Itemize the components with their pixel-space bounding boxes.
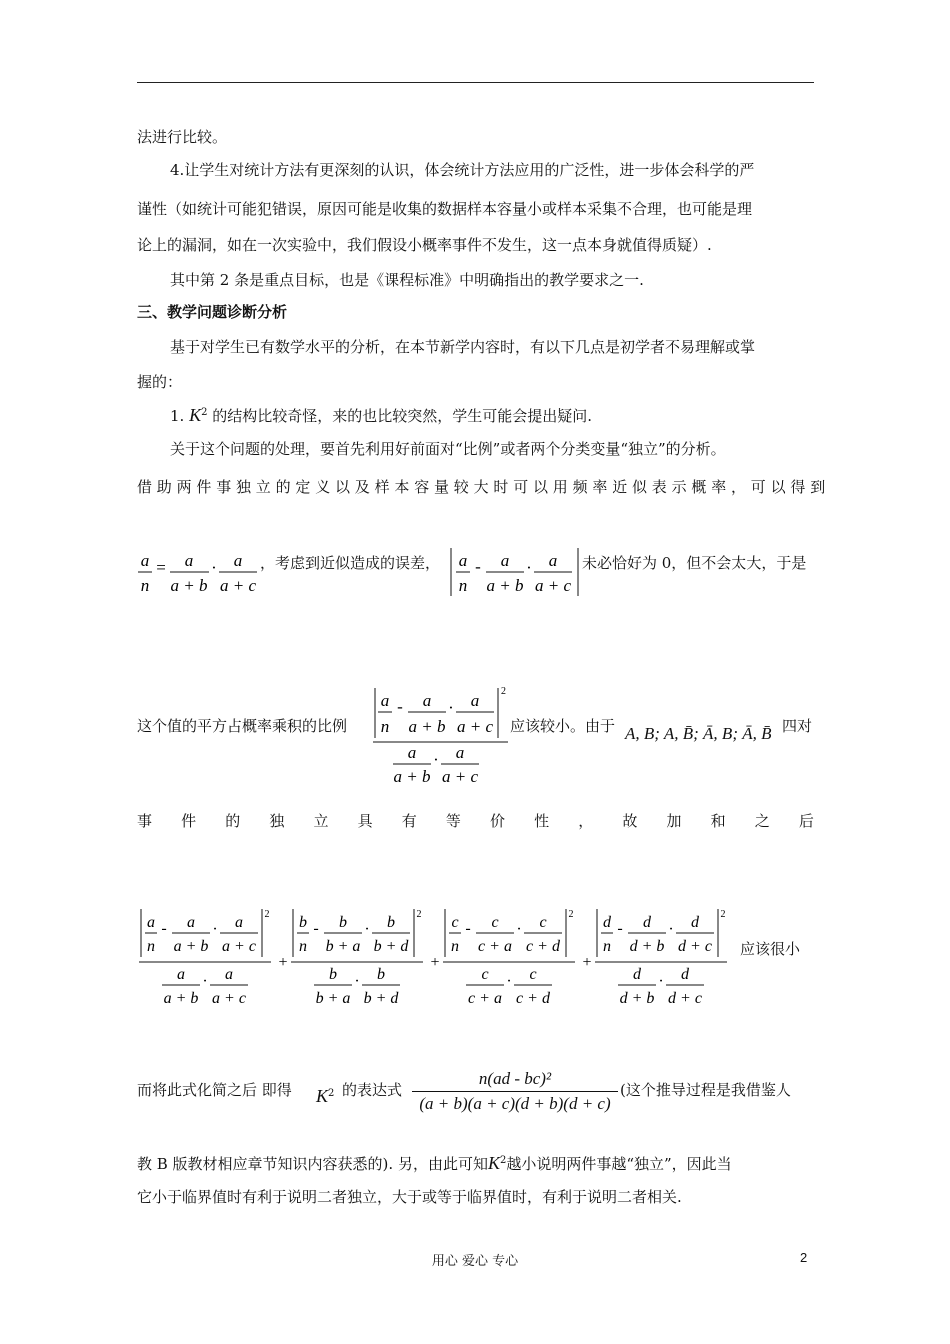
spread-char: 故 [622, 812, 638, 830]
svg-text:d: d [603, 914, 611, 931]
section-heading: 三、教学问题诊断分析 [137, 303, 288, 321]
svg-text:n: n [299, 938, 307, 955]
svg-text:a: a [233, 551, 243, 570]
svg-text:a + c: a + c [219, 576, 257, 594]
svg-text:·: · [433, 750, 439, 769]
svg-text:b: b [377, 966, 385, 983]
text-line: 谨性（如统计可能犯错误，原因可能是收集的数据样本容量小或样本采集不合理，也可能是理 [137, 200, 753, 218]
svg-text:c + a: c + a [478, 938, 512, 955]
svg-text:a: a [455, 743, 465, 762]
footer-motto: 用心 爱心 专心 [431, 1254, 519, 1269]
svg-text:c + d: c + d [526, 938, 560, 955]
svg-text:a: a [548, 551, 558, 570]
text-fragment: 而将此式化简之后 即得 [137, 1081, 292, 1099]
svg-text:-: - [465, 920, 471, 937]
svg-text:2: 2 [568, 909, 574, 920]
svg-text:a + c: a + c [456, 717, 494, 736]
svg-text:d: d [643, 914, 651, 931]
svg-text:a + b: a + b [393, 767, 431, 786]
spread-char: 的 [225, 812, 241, 830]
svg-text:c: c [451, 914, 459, 931]
equation-ratio-squared [370, 684, 510, 792]
svg-text:a: a [177, 966, 185, 983]
text-line: 关于这个问题的处理，要首先利用好前面对“比例”或者两个分类变量“独立”的分析。 [170, 440, 726, 458]
text-line: 法进行比较。 [137, 128, 228, 146]
svg-text:n: n [451, 938, 459, 955]
svg-text:-: - [617, 920, 623, 937]
spread-char: 加 [666, 812, 682, 830]
svg-text:·: · [516, 921, 522, 938]
svg-text:·: · [448, 698, 454, 717]
svg-text:d + b: d + b [629, 938, 665, 955]
svg-text:·: · [202, 973, 208, 990]
spread-char: 事 [137, 812, 153, 830]
math-exponent: 2 [499, 1155, 507, 1166]
svg-text:a: a [380, 691, 390, 710]
svg-text:+: + [582, 954, 592, 971]
k2-numerator: n(ad - bc)² [478, 1069, 552, 1088]
math-exponent: 2 [328, 1088, 335, 1099]
text-line: 4.让学生对统计方法有更深刻的认识，体会统计方法应用的广泛性，进一步体会科学的严 [170, 161, 755, 179]
svg-text:a: a [458, 551, 468, 570]
svg-text:a: a [470, 691, 480, 710]
svg-text:a + b: a + b [408, 717, 446, 736]
text-fragment: ，考虑到近似造成的误差， [260, 554, 441, 572]
text-fragment: 未必恰好为 0，但不会太大，于是 [582, 554, 807, 572]
svg-text:2: 2 [501, 686, 506, 697]
svg-text:·: · [354, 973, 360, 990]
k2-denominator: (a + b)(a + c)(d + b)(d + c) [419, 1094, 611, 1113]
svg-text:a + b: a + b [170, 576, 208, 594]
svg-text:b + a: b + a [325, 938, 361, 955]
svg-text:d: d [681, 966, 689, 983]
text-fragment: 教 B 版教材相应章节知识内容获悉的). 另，由此可知 [137, 1155, 488, 1173]
svg-text:a + b: a + b [173, 938, 209, 955]
svg-text:c + d: c + d [516, 990, 550, 1007]
svg-text:·: · [364, 921, 370, 938]
svg-text:·: · [506, 973, 512, 990]
svg-text:·: · [211, 558, 217, 577]
text-line: 握的： [137, 373, 183, 391]
item-number: 1. [170, 407, 185, 425]
text-fragment: 的表达式 [342, 1081, 403, 1099]
equation-abs-difference [448, 548, 583, 602]
text-fragment: (这个推导过程是我借鉴人 [620, 1081, 791, 1099]
svg-text:c: c [491, 914, 499, 931]
text-fragment: 应该很小 [740, 940, 801, 958]
svg-text:a: a [407, 743, 417, 762]
svg-text:a + b: a + b [163, 990, 199, 1007]
math-events: A, B; A, B̄; Ā, B; Ā, B̄ [625, 724, 772, 743]
svg-text:b + d: b + d [363, 990, 399, 1007]
svg-text:-: - [397, 697, 403, 716]
spread-char: ， [578, 812, 594, 830]
svg-text:n: n [140, 576, 150, 594]
svg-text:b + a: b + a [315, 990, 351, 1007]
svg-text:a + c: a + c [222, 938, 256, 955]
text-line: 基于对学生已有数学水平的分析，在本节新学内容时，有以下几点是初学者不易理解或掌 [170, 338, 756, 356]
svg-text:c: c [539, 914, 547, 931]
svg-text:·: · [658, 973, 664, 990]
svg-text:=: = [156, 558, 166, 577]
svg-text:a + c: a + c [441, 767, 479, 786]
spread-char: 件 [181, 812, 197, 830]
svg-text:-: - [313, 920, 319, 937]
svg-text:d + c: d + c [668, 990, 702, 1007]
equation-sum-of-ratios [137, 905, 737, 1017]
spread-char: 有 [401, 812, 417, 830]
math-k: K [189, 405, 202, 425]
svg-text:d: d [633, 966, 641, 983]
spread-char: 具 [357, 812, 373, 830]
math-exponent: 2 [201, 407, 208, 418]
svg-text:a: a [422, 691, 432, 710]
spread-char: 独 [269, 812, 285, 830]
header-rule [137, 82, 814, 83]
svg-text:b: b [387, 914, 395, 931]
svg-text:a: a [225, 966, 233, 983]
svg-text:d + b: d + b [619, 990, 655, 1007]
svg-text:b: b [299, 914, 307, 931]
svg-text:·: · [212, 921, 218, 938]
spread-char: 立 [313, 812, 329, 830]
svg-text:c + a: c + a [468, 990, 502, 1007]
svg-text:-: - [161, 920, 167, 937]
svg-text:a: a [147, 914, 155, 931]
text-fragment: 四对 [782, 717, 813, 735]
svg-text:2: 2 [416, 909, 422, 920]
svg-text:a: a [140, 551, 150, 570]
svg-text:d: d [691, 914, 699, 931]
svg-text:a + c: a + c [212, 990, 246, 1007]
svg-text:n: n [380, 717, 390, 736]
text-fragment: 应该较小。由于 [510, 717, 616, 735]
spread-char: 和 [710, 812, 726, 830]
svg-text:d + c: d + c [678, 938, 712, 955]
text-line [137, 1151, 814, 1174]
spread-char: 性 [534, 812, 550, 830]
spread-char: 价 [490, 812, 506, 830]
equation-k2-formula [412, 1068, 618, 1116]
svg-text:·: · [526, 558, 532, 577]
svg-text:c: c [481, 966, 489, 983]
text-fragment: 越小说明两件事越“独立”，因此当 [506, 1155, 732, 1173]
svg-text:a: a [500, 551, 510, 570]
text-fragment: 这个值的平方占概率乘积的比例 [137, 717, 348, 735]
spread-char: 等 [445, 812, 461, 830]
text-fragment: 的结构比较奇怪，来的也比较突然，学生可能会提出疑问. [212, 407, 593, 425]
svg-text:n: n [603, 938, 611, 955]
svg-text:a + c: a + c [534, 576, 572, 595]
svg-text:b: b [329, 966, 337, 983]
svg-text:a: a [235, 914, 243, 931]
svg-text:a + b: a + b [486, 576, 524, 595]
svg-text:n: n [147, 938, 155, 955]
svg-text:-: - [475, 557, 481, 576]
svg-text:+: + [278, 954, 288, 971]
svg-text:a: a [184, 551, 194, 570]
text-line: 它小于临界值时有利于说明二者独立，大于或等于临界值时，有利于说明二者相关. [137, 1188, 682, 1206]
text-line: 论上的漏洞，如在一次实验中，我们假设小概率事件不发生，这一点本身就值得质疑）. [137, 236, 712, 254]
svg-text:2: 2 [264, 909, 270, 920]
justified-text-line [137, 811, 814, 831]
svg-text:c: c [529, 966, 537, 983]
text-line [170, 403, 814, 426]
svg-text:+: + [430, 954, 440, 971]
svg-text:n: n [458, 576, 468, 595]
svg-text:·: · [668, 921, 674, 938]
spread-char: 之 [754, 812, 770, 830]
svg-text:b + d: b + d [373, 938, 409, 955]
math-k: K [487, 1153, 500, 1173]
svg-text:2: 2 [720, 909, 726, 920]
spread-char: 后 [798, 812, 814, 830]
text-line: 借助两件事独立的定义以及样本容量较大时可以用频率近似表示概率，可以得到 [137, 478, 831, 496]
page-number: 2 [800, 1250, 808, 1265]
svg-text:b: b [339, 914, 347, 931]
text-line: 其中第 2 条是重点目标，也是《课程标准》中明确指出的教学要求之一. [170, 271, 644, 289]
svg-text:a: a [187, 914, 195, 931]
math-k: K [316, 1086, 329, 1106]
equation-ratio [137, 548, 262, 598]
